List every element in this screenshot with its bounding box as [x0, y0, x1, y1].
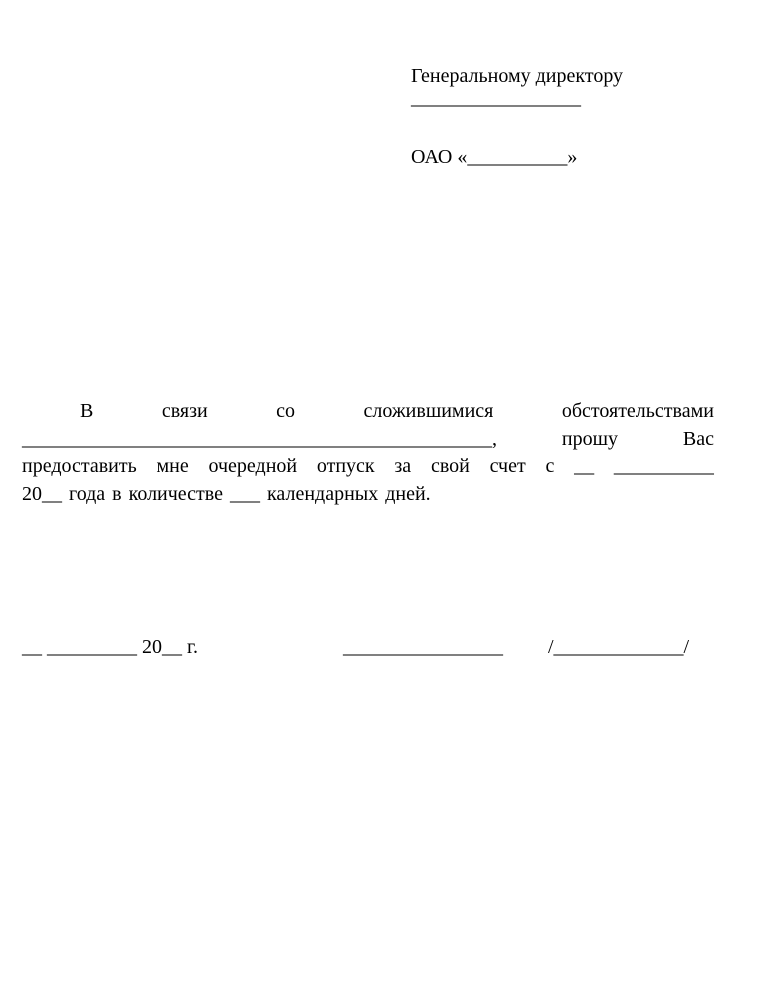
- body-line-3: [22, 453, 714, 481]
- application-body: [22, 398, 714, 508]
- body-word: со: [276, 400, 296, 422]
- body-word: очередной: [208, 455, 298, 477]
- body-line-2: [22, 426, 714, 454]
- signature-blank: ________________: [343, 636, 503, 658]
- start-month-blank: __________: [613, 455, 714, 477]
- body-word: с: [545, 455, 555, 477]
- body-word: сложившимися: [363, 400, 494, 422]
- start-day-blank: __: [574, 455, 595, 477]
- date-blank: __ _________ 20__ г.: [22, 636, 198, 658]
- addressee-name-blank: _________________: [411, 87, 581, 109]
- body-word: отпуск: [316, 455, 375, 477]
- body-word: за: [394, 455, 412, 477]
- body-word: счет: [489, 455, 526, 477]
- addressee-block: [411, 9, 623, 225]
- name-decoding-blank: /_____________/: [548, 636, 690, 658]
- body-word: мне: [156, 455, 189, 477]
- addressee-position: Генеральному директору: [411, 65, 624, 87]
- body-word: связи: [161, 400, 208, 422]
- body-word: свой: [430, 455, 470, 477]
- body-word: Вас: [682, 427, 714, 450]
- body-word: предоставить: [22, 455, 137, 477]
- footer-signature-row: [22, 634, 690, 769]
- body-word: прошу: [561, 427, 618, 450]
- addressee-company: ОАО «__________»: [411, 146, 578, 168]
- body-word: В: [80, 400, 94, 422]
- body-line-1: [22, 398, 714, 426]
- reason-blank: _______________________________________________,: [22, 427, 497, 450]
- body-line-4: 20__ года в количестве ___ календарных дней.: [22, 482, 431, 505]
- body-word: обстоятельствами: [561, 400, 714, 422]
